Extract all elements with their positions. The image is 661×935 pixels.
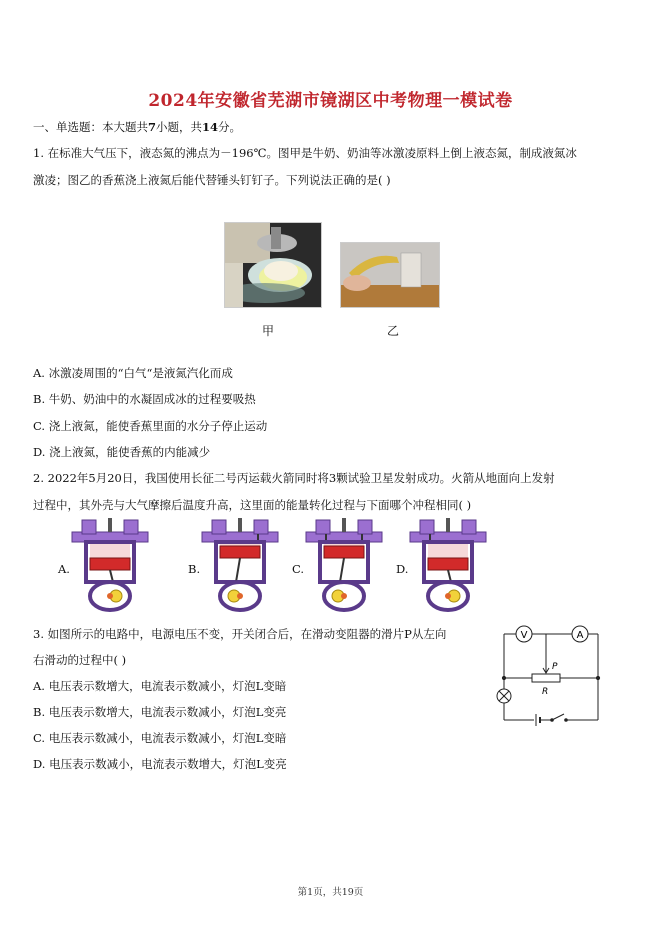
page-footer: 第1页，共19页 xyxy=(297,887,364,898)
circuit-diagram xyxy=(494,622,606,730)
q3-option-b: B. 电压表示数增大，电流表示数减小，灯泡L变亮 xyxy=(33,705,287,719)
slider-label: P xyxy=(552,662,558,672)
engine-diagram-d xyxy=(406,518,490,616)
q3-option-a: A. 电压表示数增大，电流表示数减小，灯泡L变暗 xyxy=(33,679,287,693)
q3-option-d: D. 电压表示数减小，电流表示数增大，灯泡L变亮 xyxy=(33,757,287,771)
q1-line-2: 激凌；图乙的香蕉浇上液氮后能代替锤头钉钉子。下列说法正确的是( ) xyxy=(33,173,391,187)
q2-line-1: 2. 2022年5月20日，我国使用长征二号丙运载火箭同时将3颗试验卫星发射成功。火箭从地面向上发射 xyxy=(33,471,555,485)
q3-line-2: 右滑动的过程中( ) xyxy=(33,653,127,667)
q2-label-a: A. xyxy=(58,562,70,576)
q2-label-c: C. xyxy=(292,562,305,576)
q1-option-d: D. 浇上液氮，能使香蕉的内能减少 xyxy=(33,445,211,459)
q1-option-c: C. 浇上液氮，能使香蕉里面的水分子停止运动 xyxy=(33,419,268,433)
q1-option-a: A. 冰激凌周围的“白气“是液氮汽化而成 xyxy=(33,366,233,380)
section-heading: 一、单选题：本大题共7小题，共14分。 xyxy=(33,120,242,134)
q3-line-1: 3. 如图所示的电路中，电源电压不变，开关闭合后，在滑动变阻器的滑片P从左向 xyxy=(33,627,447,641)
caption-jia: 甲 xyxy=(262,324,275,338)
ammeter-label: A xyxy=(576,630,584,641)
page-title: 2024年安徽省芜湖市镜湖区中考物理一模试卷 xyxy=(148,91,513,111)
rheostat-label: R xyxy=(542,687,549,697)
q3-option-c: C. 电压表示数减小，电流表示数减小，灯泡L变暗 xyxy=(33,731,287,745)
q2-line-2: 过程中，其外壳与大气摩擦后温度升高，这里面的能量转化过程与下面哪个冲程相同( ) xyxy=(33,498,472,512)
engine-diagram-b xyxy=(198,518,282,616)
q2-label-b: B. xyxy=(188,562,201,576)
q1-line-1: 1. 在标准大气压下，液态氮的沸点为－196℃。图甲是牛奶、奶油等冰激凌原料上倒上液态氮，制成液氮冰 xyxy=(33,146,577,160)
q2-label-d: D. xyxy=(396,562,409,576)
icecream-photo xyxy=(224,222,322,308)
voltmeter-label: V xyxy=(520,630,528,641)
engine-diagram-a xyxy=(68,518,152,616)
banana-photo xyxy=(340,242,440,308)
caption-yi: 乙 xyxy=(387,324,400,338)
q1-option-b: B. 牛奶、奶油中的水凝固成冰的过程要吸热 xyxy=(33,392,256,406)
engine-diagram-c xyxy=(302,518,386,616)
